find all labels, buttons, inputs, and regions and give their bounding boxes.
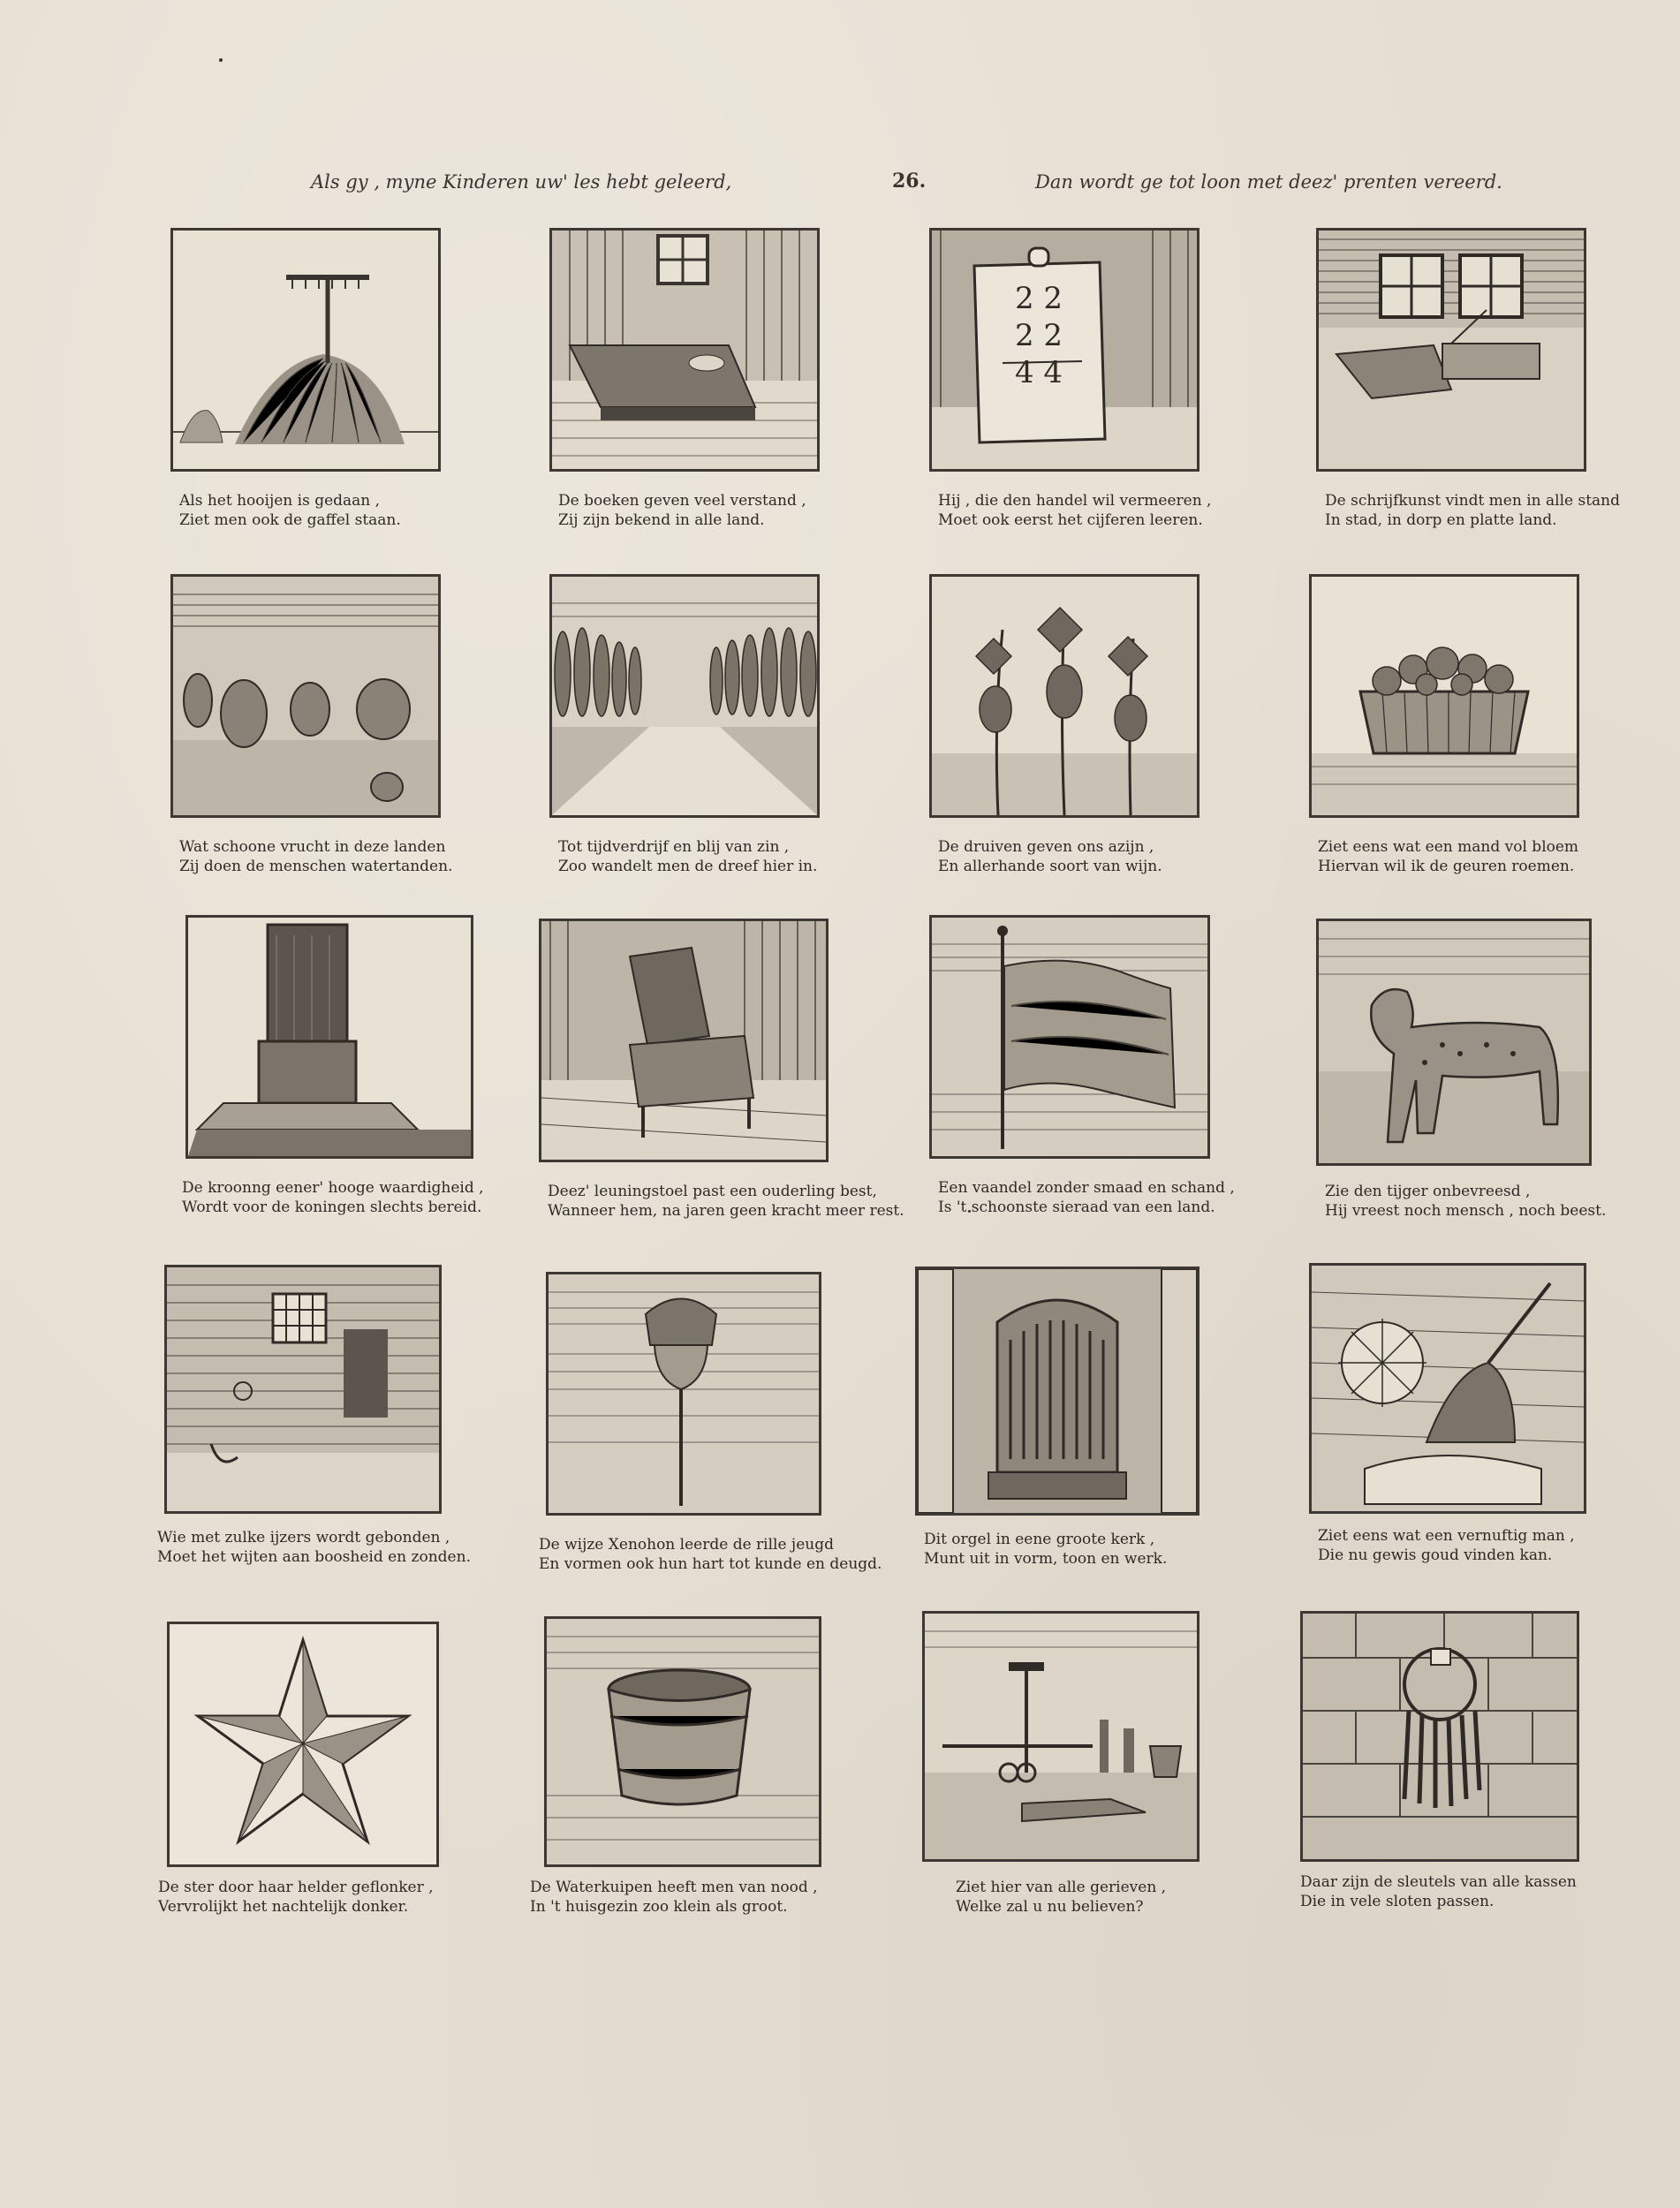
caption-line: Daar zijn de sleutels van alle kassen <box>1300 1873 1577 1891</box>
caption-line: In 't huisgezin zoo klein als groot. <box>530 1898 788 1916</box>
print-caption <box>558 491 903 530</box>
print-caption <box>158 1878 503 1917</box>
print-caption <box>179 491 524 530</box>
print-caption <box>182 1178 526 1217</box>
header-left-verse: Als gy , myne Kinderen uw' les hebt geleerd, <box>311 171 732 193</box>
prison-cell-icon <box>164 1265 442 1514</box>
bust-icon <box>546 1272 821 1516</box>
caption-line: Wie met zulke ijzers wordt gebonden , <box>157 1529 450 1546</box>
print-cell <box>1300 1611 1654 1964</box>
caption-line: Hij , die den handel wil vermeeren , <box>938 492 1212 510</box>
caption-line: Is 't schoonste sieraad van een land. <box>938 1199 1215 1216</box>
print-cell <box>170 228 524 581</box>
cabbages-icon <box>170 574 441 818</box>
print-caption <box>938 1178 1283 1217</box>
print-cell <box>157 1265 518 1618</box>
caption-line: Ziet eens wat een vernuftig man , <box>1318 1527 1575 1545</box>
caption-line: De wijze Xenohon leerde de rille jeugd <box>539 1536 834 1554</box>
caption-line: Ziet hier van alle gerieven , <box>956 1879 1167 1896</box>
caption-line: Zij zijn bekend in alle land. <box>558 511 765 529</box>
print-cell <box>158 1622 520 1975</box>
print-cell <box>915 1267 1268 1620</box>
print-caption <box>938 837 1283 876</box>
organ-icon <box>915 1267 1199 1516</box>
print-caption <box>924 1530 1268 1569</box>
header-right-verse: Dan wordt ge tot loon met deez' prenten vereerd. <box>1035 171 1502 193</box>
miner-icon <box>1309 1263 1586 1514</box>
caption-line: Ziet men ook de gaffel staan. <box>179 511 401 529</box>
caption-line: Als het hooijen is gedaan , <box>179 492 381 510</box>
print-cell <box>549 574 903 927</box>
print-cell <box>549 228 903 581</box>
caption-line: Die in vele sloten passen. <box>1300 1893 1495 1910</box>
print-cell <box>929 915 1283 1268</box>
caption-line: De kroonng eener' hooge waardigheid , <box>182 1179 484 1197</box>
sheet-header <box>0 164 1680 200</box>
haystack-icon <box>170 228 441 472</box>
print-caption <box>956 1878 1300 1917</box>
print-cell <box>1309 574 1662 927</box>
print-caption <box>558 837 903 876</box>
caption-line: De ster door haar helder geflonker , <box>158 1879 434 1896</box>
print-caption <box>938 491 1283 530</box>
print-caption <box>539 1535 883 1574</box>
caption-line: De schrijfkunst vindt men in alle stand <box>1325 492 1620 510</box>
caption-line: Die nu gewis goud vinden kan. <box>1318 1546 1553 1564</box>
print-cell <box>170 574 524 927</box>
flag-icon <box>929 915 1210 1159</box>
water-tub-icon <box>544 1616 821 1867</box>
slate-digits: 2 2 <box>1014 281 1063 316</box>
caption-line: Vervrolijkt het nachtelijk donker. <box>158 1898 409 1916</box>
print-caption <box>1318 837 1662 876</box>
caption-line: Tot tijdverdrijf en blij van zin , <box>558 838 790 856</box>
ink-speck <box>219 58 223 62</box>
tree-lane-icon <box>549 574 820 818</box>
caption-line: Deez' leuningstoel past een ouderling best, <box>548 1183 877 1200</box>
sheet-number: 26. <box>892 170 927 193</box>
slate-icon <box>929 228 1199 472</box>
fruit-basket-icon <box>1309 574 1579 818</box>
print-cell <box>1316 228 1669 581</box>
caption-line: Munt uit in vorm, toon en werk. <box>924 1550 1168 1568</box>
slate-digits: 4 4 <box>1014 355 1063 390</box>
print-caption <box>530 1878 874 1917</box>
caption-line: In stad, in dorp en platte land. <box>1325 511 1557 529</box>
caption-line: Moet het wijten aan boosheid en zonden. <box>157 1548 471 1566</box>
caption-line: Wordt voor de koningen slechts bereid. <box>182 1199 482 1216</box>
caption-line: De boeken geven veel verstand , <box>558 492 806 510</box>
star-icon <box>167 1622 439 1867</box>
tools-icon <box>922 1611 1199 1862</box>
caption-line: En allerhande soort van wijn. <box>938 858 1162 875</box>
print-cell <box>182 915 539 1268</box>
print-cell <box>539 1272 899 1625</box>
print-cell <box>530 1616 897 1970</box>
armchair-icon <box>539 919 829 1162</box>
caption-line: Dit orgel in eene groote kerk , <box>924 1531 1155 1548</box>
caption-line: Wat schoone vrucht in deze landen <box>179 838 446 856</box>
caption-line: Ziet eens wat een mand vol bloem <box>1318 838 1579 856</box>
print-cell <box>539 919 904 1272</box>
throne-icon <box>185 915 473 1159</box>
caption-line: Wanneer hem, na jaren geen kracht meer rest. <box>548 1202 904 1220</box>
print-caption <box>1318 1526 1662 1565</box>
print-cell <box>929 574 1283 927</box>
keys-icon <box>1300 1611 1579 1862</box>
caption-line: De druiven geven ons azijn , <box>938 838 1154 856</box>
print-cell <box>1316 919 1669 1272</box>
books-icon <box>549 228 820 472</box>
print-caption <box>157 1528 502 1567</box>
caption-line: De Waterkuipen heeft men van nood , <box>530 1879 818 1896</box>
print-cell <box>922 1611 1275 1964</box>
caption-line: Zoo wandelt men de dreef hier in. <box>558 858 818 875</box>
caption-line: Hij vreest noch mensch , noch beest. <box>1325 1202 1607 1220</box>
caption-line: Een vaandel zonder smaad en schand , <box>938 1179 1235 1197</box>
print-caption <box>1325 1182 1669 1221</box>
caption-line: Moet ook eerst het cijferen leeren. <box>938 511 1203 529</box>
slate-digits: 2 2 <box>1014 318 1063 353</box>
caption-line: En vormen ook hun hart tot kunde en deugd. <box>539 1555 882 1573</box>
slate-sum <box>990 280 1087 391</box>
caption-line: Hiervan wil ik de geuren roemen. <box>1318 858 1575 875</box>
print-caption <box>1300 1872 1645 1911</box>
print-caption <box>1325 491 1669 530</box>
print-caption <box>548 1182 904 1221</box>
print-cell <box>1309 1263 1662 1616</box>
caption-line: Welke zal u nu believen? <box>956 1898 1144 1916</box>
caption-line: Zij doen de menschen watertanden. <box>179 858 453 875</box>
writing-desk-icon <box>1316 228 1586 472</box>
print-caption <box>179 837 524 876</box>
grapevine-icon <box>929 574 1199 818</box>
caption-line: Zie den tijger onbevreesd , <box>1325 1183 1531 1200</box>
tiger-icon <box>1316 919 1592 1166</box>
print-cell <box>929 228 1283 581</box>
